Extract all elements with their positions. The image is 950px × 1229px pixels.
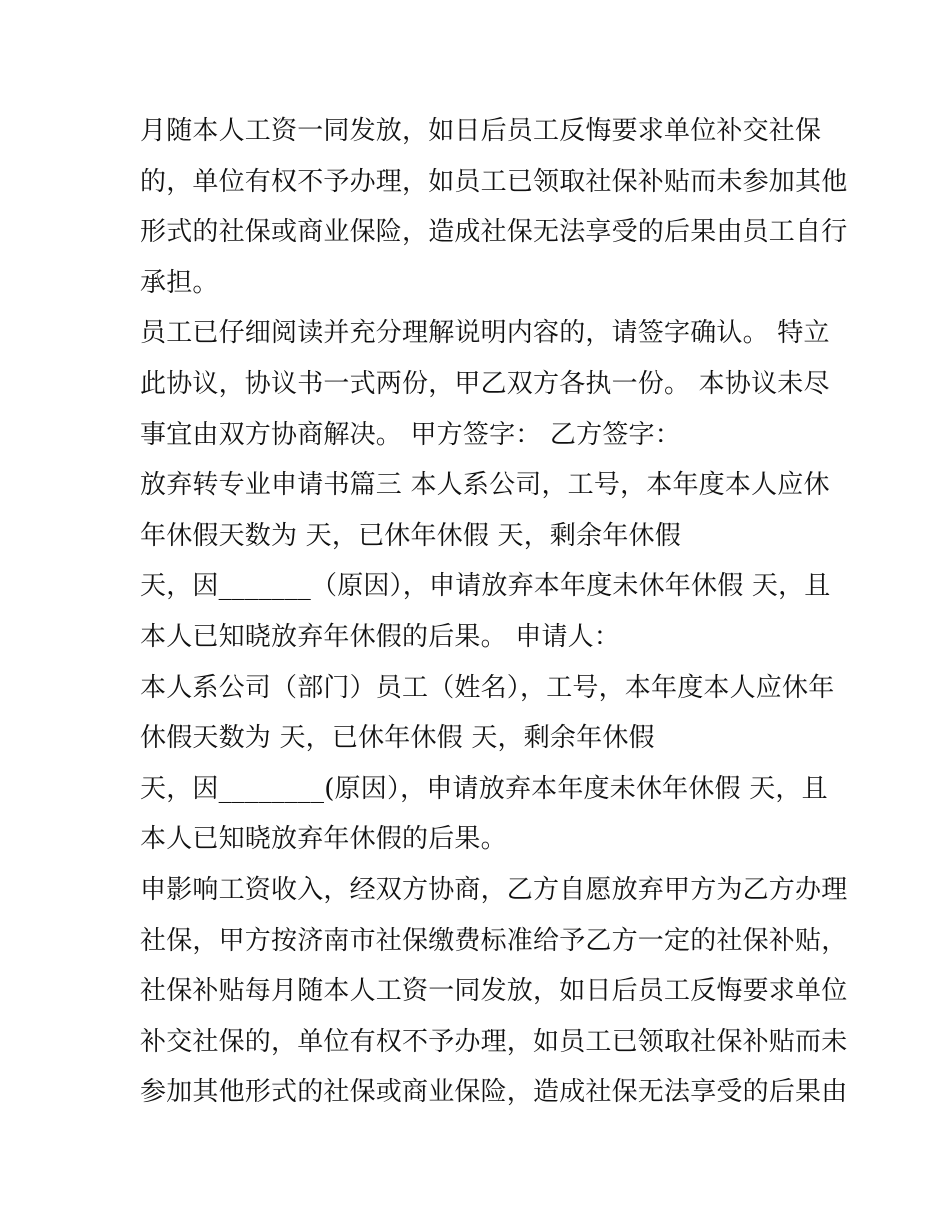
text-line: 此协议，协议书一式两份，甲乙双方各执一份。 本协议未尽 [140,368,830,399]
text-line: 承担。 [140,267,219,298]
text-line: 补交社保的，单位有权不予办理，如员工已领取社保补贴而未 [140,1026,848,1057]
text-line: 社保，甲方按济南市社保缴费标准给予乙方一定的社保补贴， [140,925,848,956]
text-line: 本人系公司（部门）员工（姓名），工号，本年度本人应休年 [140,672,835,703]
text-line: 形式的社保或商业保险，造成社保无法享受的后果由员工自行 [140,217,848,248]
text-line: 申影响工资收入，经双方协商，乙方自愿放弃甲方为乙方办理 [140,874,848,905]
text-line: 员工已仔细阅读并充分理解说明内容的，请签字确认。 特立 [140,318,830,349]
text-line: 年休假天数为 天，已休年休假 天，剩余年休假 [140,520,681,551]
text-line: 天，因________(原因），申请放弃本年度未休年休假 天，且 [140,773,828,804]
text-line: 参加其他形式的社保或商业保险，造成社保无法享受的后果由 [140,1077,848,1108]
text-line: 本人已知晓放弃年休假的后果。 [140,824,507,855]
text-line: 事宜由双方协商解决。 甲方签字： 乙方签字： [140,419,681,450]
text-line: 的，单位有权不予办理，如员工已领取社保补贴而未参加其他 [140,166,848,197]
text-line: 本人已知晓放弃年休假的后果。 申请人： [140,621,621,652]
document-body [140,106,848,1118]
text-line: 月随本人工资一同发放，如日后员工反悔要求单位补交社保 [140,116,822,146]
text-line: 放弃转专业申请书篇三 本人系公司，工号，本年度本人应休 [140,470,830,501]
text-line: 天，因_______（原因），申请放弃本年度未休年休假 天，且 [140,571,831,602]
text-line: 社保补贴每月随本人工资一同发放，如日后员工反悔要求单位 [140,976,848,1007]
text-line: 休假天数为 天，已休年休假 天，剩余年休假 [140,723,655,754]
